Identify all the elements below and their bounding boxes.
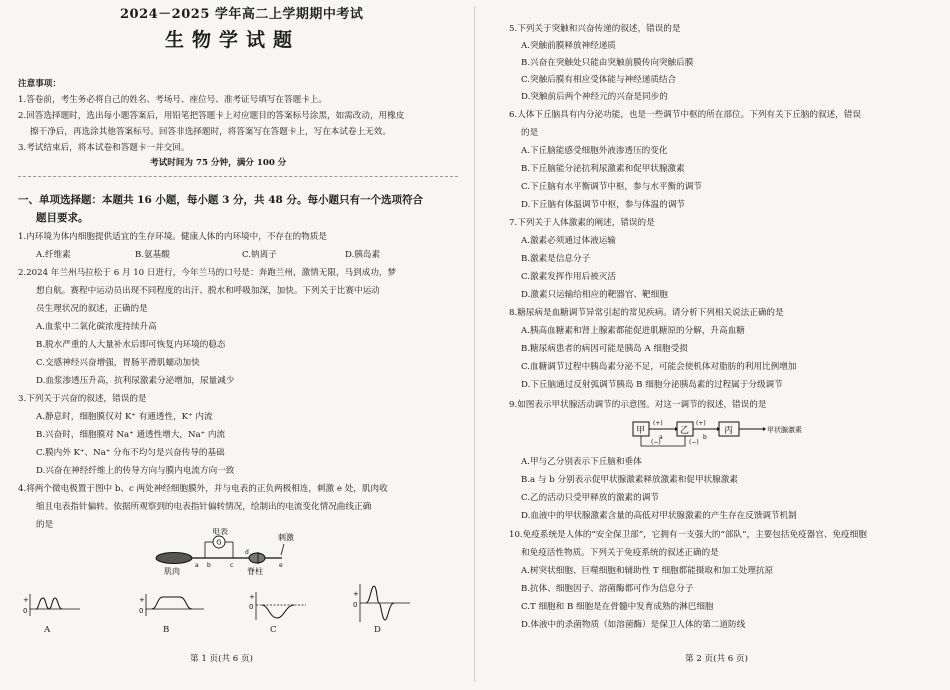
q10-option-b: B.抗体、细胞因子、溶菌酶都可作为信息分子 <box>521 584 694 594</box>
curve-a-figure <box>22 590 82 624</box>
q4-line: 的是 <box>36 520 54 530</box>
q9-stem: 9.如图表示甲状腺活动调节的示意图。对这一调节的叙述，错误的是 <box>509 400 767 410</box>
fig4-label-muscle: 肌肉 <box>164 567 180 576</box>
q10-option-c: C.T 细胞和 B 细胞是在骨髓中发育成熟的淋巴细胞 <box>521 602 714 612</box>
svg-text:a: a <box>659 434 663 441</box>
q5-option-a: A.突触前膜释放神经递质 <box>521 41 616 51</box>
q9-option-d: D.血液中的甲状腺激素含量的高低对甲状腺激素的产生存在反馈调节机制 <box>521 511 797 521</box>
page-footer: 第 1 页(共 6 页) <box>190 654 253 664</box>
svg-text:+: + <box>353 590 359 598</box>
q5-stem: 5.下列关于突触和兴奋传递的叙述，错误的是 <box>509 24 681 34</box>
q5-option-b: B.兴奋在突触处只能由突触前膜传向突触后膜 <box>521 58 694 68</box>
notice-line: 1.答卷前，考生务必将自己的姓名、考场号、座位号、准考证号填写在答题卡上。 <box>18 95 327 105</box>
q1-option-d: D.胰岛素 <box>345 250 381 260</box>
q10-line: 和免疫活性物质。下列关于免疫系统的叙述正确的是 <box>521 548 719 558</box>
q8-option-a: A.胰高血糖素和肾上腺素都能促进肌糖原的分解，升高血糖 <box>521 326 745 336</box>
q6-option-b: B.下丘脑能分泌抗利尿激素和促甲状腺激素 <box>521 164 685 174</box>
q9-regulation-figure <box>625 416 825 452</box>
q1-stem: 1.内环境为体内细胞提供适宜的生存环境。健康人体的内环境中，不存在的物质是 <box>18 232 327 242</box>
q6-option-a: A.下丘脑能感受细胞外液渗透压的变化 <box>521 146 668 156</box>
q8-stem: 8.糖尿病是血糖调节异常引起的常见疾病。请分析下列相关说法正确的是 <box>509 308 784 318</box>
section-title-cont: 题目要求。 <box>36 212 89 224</box>
q7-option-d: D.激素只运输给相应的靶器官、靶细胞 <box>521 290 668 300</box>
q3-option-b: B.兴奋时，细胞膜对 Na⁺ 通透性增大，Na⁺ 内流 <box>36 430 226 440</box>
page-divider <box>474 6 475 682</box>
q2-line: 想自航。赛程中运动员出现不同程度的出汗、脱水和呼吸加深，加快。下列关于比赛中运动 <box>36 286 380 296</box>
svg-text:甲状腺激素: 甲状腺激素 <box>767 426 802 434</box>
svg-text:(−): (−) <box>689 439 699 446</box>
fig4-label-a: a <box>195 562 199 569</box>
q8-option-b: B.糖尿病患者的病因可能是胰岛 A 细胞受损 <box>521 344 688 354</box>
q6-line: 的是 <box>521 128 539 138</box>
q3-stem: 3.下列关于兴奋的叙述，错误的是 <box>18 394 147 404</box>
q5-option-d: D.突触前后两个神经元的兴奋是同步的 <box>521 92 668 102</box>
svg-text:+: + <box>23 596 29 604</box>
q6-option-c: C.下丘脑有水平衡调节中枢，参与水平衡的调节 <box>521 182 702 192</box>
svg-text:G: G <box>216 538 222 547</box>
q2-option-c: C.交感神经兴奋增强，胃肠平滑肌蠕动加快 <box>36 358 200 368</box>
q6-option-d: D.下丘脑有体温调节中枢，参与体温的调节 <box>521 200 686 210</box>
curve-d-figure <box>352 582 412 626</box>
q2-option-b: B.脱水严重的人大量补水后即可恢复内环境的稳态 <box>36 340 226 350</box>
stimulus-arrow <box>281 544 284 555</box>
svg-text:丙: 丙 <box>724 426 734 436</box>
fig4-label-stimulus: 刺激 <box>278 533 294 542</box>
svg-text:0: 0 <box>249 603 254 611</box>
separator <box>18 176 458 177</box>
svg-text:+: + <box>249 593 255 601</box>
section-title: 一、单项选择题：本题共 16 小题，每小题 3 分，共 48 分。每小题只有一个选项符合 <box>18 194 423 206</box>
q2-option-d: D.血浆渗透压升高，抗利尿激素分泌增加，尿量减少 <box>36 376 235 386</box>
q7-option-c: C.激素发挥作用后被灭活 <box>521 272 616 282</box>
svg-text:0: 0 <box>139 607 144 615</box>
notice-heading: 注意事项： <box>18 79 61 89</box>
notice-line: 2.回答选择题时，选出每小题答案后，用铅笔把答题卡上对应题目的答案标号涂黑，如需改动，用橡皮 <box>18 111 405 121</box>
q1-option-c: C.钠离子 <box>242 250 277 260</box>
curve-label-a: A <box>44 625 51 635</box>
svg-text:(+): (+) <box>653 420 663 427</box>
q9-option-b: B.a 与 b 分别表示促甲状腺激素释放激素和促甲状腺激素 <box>521 475 738 485</box>
curve-b-figure <box>138 590 208 624</box>
svg-text:b: b <box>703 434 707 441</box>
q6-line: 6.人体下丘脑具有内分泌功能，也是一些调节中枢的所在部位。下列有关下丘脑的叙述，错误 <box>509 110 861 120</box>
q4-line: 4.将两个微电极置于图中 b、c 两处神经细胞膜外，并与电表的正负两极相连，刺激 e 处，肌肉收 <box>18 484 388 494</box>
q10-option-a: A.树突状细胞、巨噬细胞和辅助性 T 细胞都能摄取和加工处理抗原 <box>521 566 774 576</box>
q8-option-d: D.下丘脑通过反射弧调节胰岛 B 细胞分泌胰岛素的过程属于分级调节 <box>521 380 783 390</box>
q3-option-a: A.静息时，细胞膜仅对 K⁺ 有通透性，K⁺ 内流 <box>36 412 213 422</box>
q8-option-c: C.血糖调节过程中胰岛素分泌不足，可能会使机体对脂肪的利用比例增加 <box>521 362 797 372</box>
fig4-label-meter: 电表 <box>212 528 228 536</box>
curve-c-figure <box>248 590 308 624</box>
q3-option-c: C.膜内外 K⁺、Na⁺ 分布不均匀是兴奋传导的基础 <box>36 448 225 458</box>
svg-text:0: 0 <box>353 601 358 609</box>
q5-option-c: C.突触后膜有相应受体能与神经递质结合 <box>521 75 677 85</box>
page-footer: 第 2 页(共 6 页) <box>685 654 748 664</box>
svg-text:甲: 甲 <box>636 426 646 436</box>
fig4-label-spine: 脊柱 <box>247 567 263 576</box>
subject-title: 生物学试题 <box>165 29 301 51</box>
fig4-label-d: d <box>245 549 249 556</box>
q10-line: 10.免疫系统是人体的“安全保卫部”，它拥有一支强大的“部队”，主要包括免疫器官、免疫细胞 <box>509 530 867 540</box>
q7-stem: 7.下列关于人体激素的阐述，错误的是 <box>509 218 655 228</box>
q2-line: 员生理状况的叙述，正确的是 <box>36 304 148 314</box>
svg-text:+: + <box>139 596 145 604</box>
fig4-label-e: e <box>279 562 283 569</box>
q7-option-a: A.激素必须通过体液运输 <box>521 236 616 246</box>
notice-line: 3.考试结束后，将本试卷和答题卡一并交回。 <box>18 143 190 153</box>
q4-nerve-figure <box>150 528 320 576</box>
q3-option-d: D.兴奋在神经纤维上的传导方向与膜内电流方向一致 <box>36 466 235 476</box>
q4-line: 缩且电表指针偏转。依据所观察到的电表指针偏转情况，绘制出的电流变化情况曲线正确 <box>36 502 372 512</box>
spine-shape <box>249 553 265 563</box>
q7-option-b: B.激素是信息分子 <box>521 254 591 264</box>
svg-text:乙: 乙 <box>680 426 690 436</box>
fig4-label-b: b <box>207 562 211 569</box>
notice-line: 擦干净后，再选涂其他答案标号。回答非选择题时，将答案写在答题卡上，写在本试卷上无效。 <box>30 127 391 137</box>
curve-label-d: D <box>374 625 381 635</box>
q1-option-a: A.纤维素 <box>36 250 71 260</box>
curve-label-b: B <box>163 625 170 635</box>
q9-option-a: A.甲与乙分别表示下丘脑和垂体 <box>521 457 642 467</box>
q9-option-c: C.乙的活动只受甲释放的激素的调节 <box>521 493 659 503</box>
q1-option-b: B.氨基酸 <box>135 250 170 260</box>
svg-text:(−): (−) <box>651 439 661 446</box>
muscle-shape <box>156 553 192 564</box>
time-info: 考试时间为 75 分钟，满分 100 分 <box>150 158 287 168</box>
svg-text:0: 0 <box>23 607 28 615</box>
curve-label-c: C <box>270 625 277 635</box>
exam-title: 2024－2025 学年高二上学期期中考试 <box>120 7 364 22</box>
q2-option-a: A.血浆中二氧化碳浓度持续升高 <box>36 322 157 332</box>
fig4-label-c: c <box>230 562 234 569</box>
q2-line: 2.2024 年兰州马拉松于 6 月 10 日进行，今年兰马的口号是：奔跑兰州，激情无限，马到成功，梦 <box>18 268 397 278</box>
svg-text:(+): (+) <box>696 420 706 427</box>
q10-option-d: D.体液中的杀菌物质（如溶菌酶）是保卫人体的第二道防线 <box>521 620 746 630</box>
